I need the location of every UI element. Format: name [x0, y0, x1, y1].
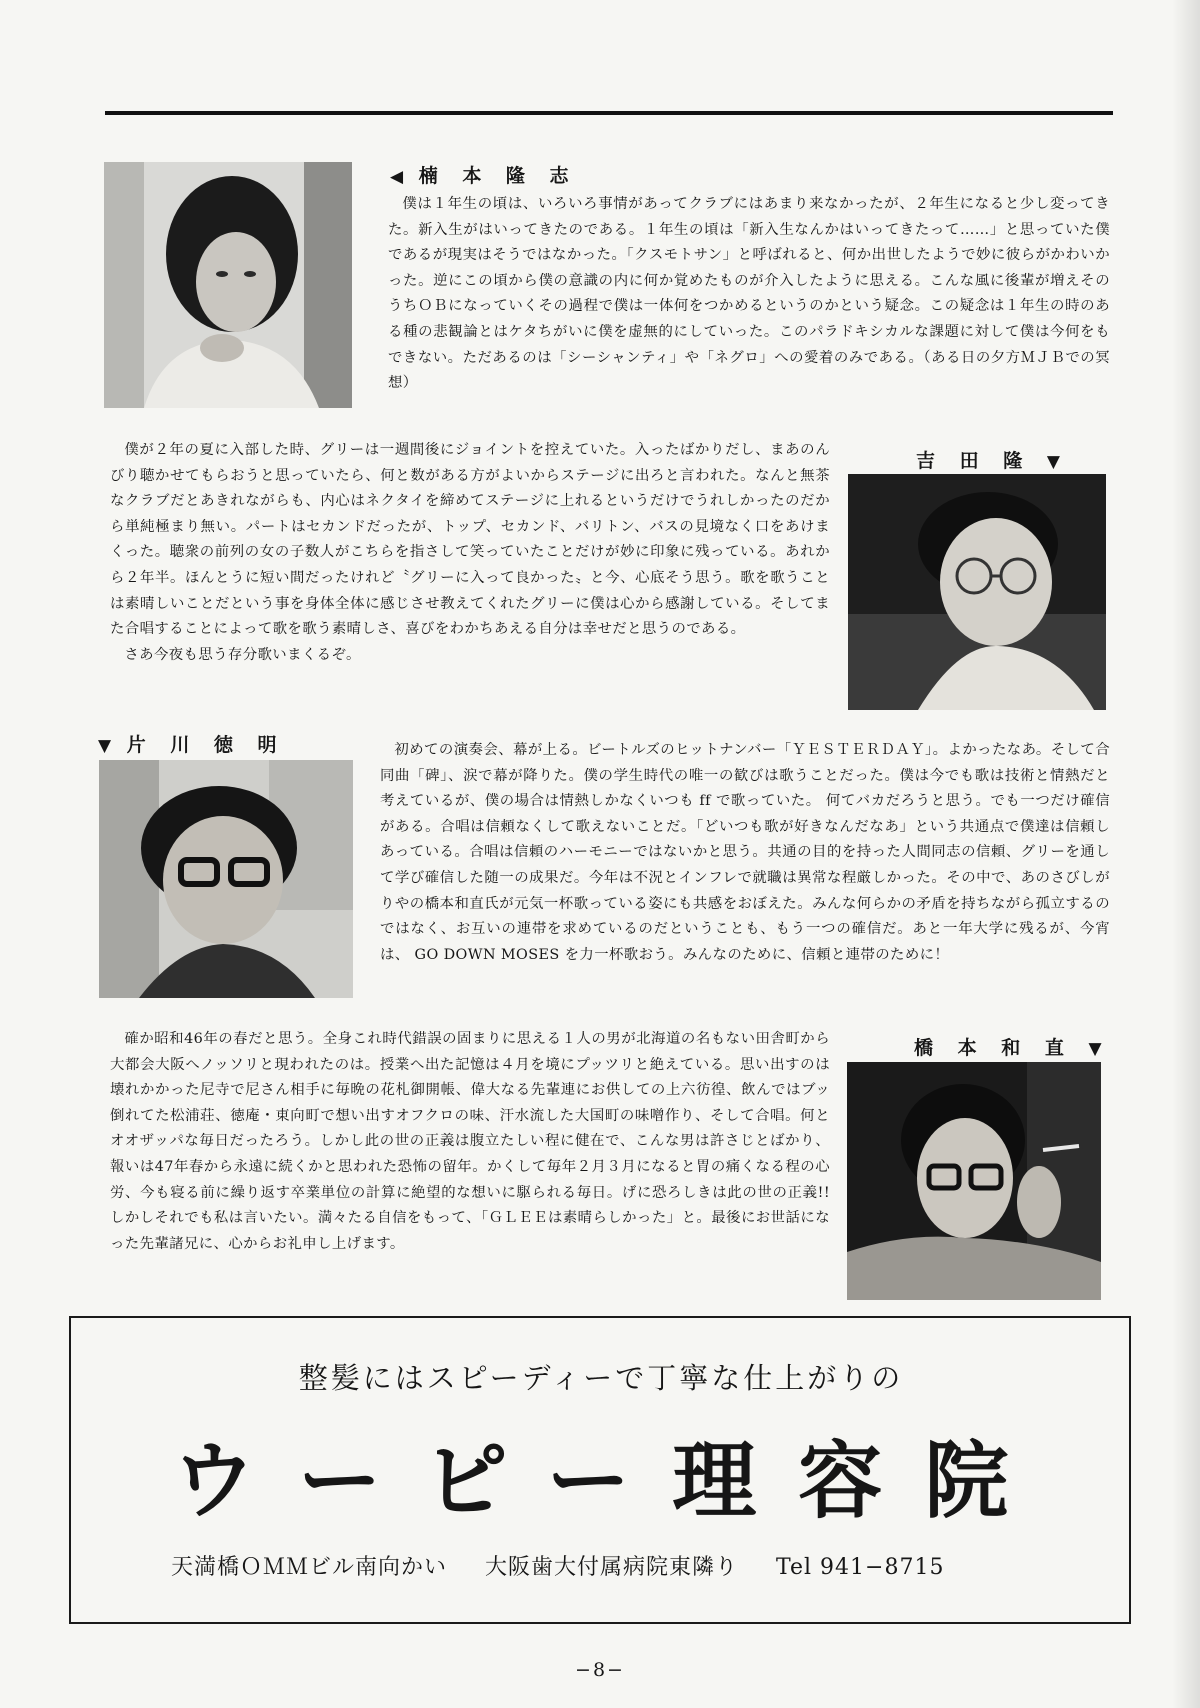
ad-landmark: 大阪歯大付属病院東隣り	[485, 1555, 739, 1580]
ad-location: 天満橋ＯＭＭビル南向かい	[171, 1555, 448, 1580]
down-triangle-icon: ▼	[1046, 452, 1060, 472]
essay-paragraph: さあ今夜も思う存分歌いまくるぞ。	[124, 646, 361, 663]
essay-paragraph: 初めての演奏会、幕が上る。ビートルズのヒットナンバー「ＹＥＳＴＥＲＤＡＹ」。よかったなあ。そして合同曲「碑」、涙で幕が降りた。僕の学生時代の唯一の歓びは歌うことだった。僕は今でも歌は技術と情熱だと考えているが、僕の場合は情熱しかなくいつも ff で歌っていた。 何てバカだろうと思う。でも一つだけ確信がある。合唱は信頼なくして歌えないことだ。「どいつも歌が好きなんだなあ」という共通点で僕達は信頼しあっている。合唱は信頼のハーモニーではないかと思う。共通の目的を持った人間同志の信頼、グリーを通して学び確信した随一の成果だ。今年は不況とインフレで就職は異常な程厳しかった。その中で、あのさびしがりやの橋本和直氏が元気一杯歌っている姿にも共感をおぼえた。みんな何らかの矛盾を持ちながら孤立するのではなく、お互いの連帯を求めているのだということも、もう一つの確信だ。あと一年大学に残るが、今宵は、 GO DOWN MOSES を力一杯歌おう。みんなのために、信頼と連帯のために！	[380, 742, 1110, 963]
author-name-text: 楠 本 隆 志	[418, 165, 578, 187]
essay-kusumoto	[388, 192, 1110, 397]
portrait-katagawa	[99, 760, 353, 998]
essay-yoshida	[110, 438, 830, 668]
essay-paragraph: 確か昭和46年の春だと思う。全身これ時代錯誤の固まりに思える１人の男が北海道の名もない田舎町から大都会大阪へノッソリと現われたのは。授業へ出た記憶は４月を境にプッツリと絶えている。思い出すのは壊れかかった尼寺で尼さん相手に毎晩の花札御開帳、偉大なる先輩連にお供しての上六彷徨、飲んではブッ倒れてた松浦荘、徳庵・東向町で想い出すオフクロの味、汗水流した大国町の味噌作り、そして合唱。何とオオザッパな毎日だったろう。しかし此の世の正義は腹立たしい程に健在で、こんな男は許さじとばかり、報いは47年春から永遠に続くかと思われた恐怖の留年。かくして毎年２月３月になると胃の痛くなる程の心労、今も寝る前に繰り返す卒業単位の計算に絶望的な想いに駆られる毎日。げに恐ろしきは此の世の正義!! しかしそれでも私は言いたい。満々たる自信をもって、「ＧＬＥＥは素晴らしかった」と。最後にお世話になった先輩諸兄に、心からお礼申し上げます。	[110, 1031, 830, 1252]
down-triangle-icon: ▼	[1088, 1039, 1102, 1059]
portrait-hashimoto	[847, 1062, 1101, 1300]
ad-shop-name: ウーピー理容院	[171, 1432, 1051, 1530]
ad-address	[171, 1550, 1071, 1581]
portrait-yoshida	[848, 474, 1106, 710]
author-name-hashimoto	[914, 1033, 1102, 1060]
author-name-katagawa	[98, 730, 286, 757]
author-name-yoshida	[916, 446, 1060, 473]
advertisement	[69, 1316, 1131, 1624]
essay-paragraph: 僕は１年生の頃は、いろいろ事情があってクラブにはあまり来なかったが、２年生になると少し変ってきた。新入生がはいってきたのである。１年生の頃は「新入生なんかはいってきたって……」と思っていた僕であるが現実はそうではなかった。「クスモトサン」と呼ばれると、何か出世したようで妙に彼らがかわいかった。逆にこの頃から僕の意識の内に何か覚めたものが介入したように思える。こんな風に後輩が増えそのうちＯＢになっていくその過程で僕は一体何をつかめるというのかという疑念。この疑念は１年生の時のある種の悲観論とはケタちがいに僕を虚無的にしていった。このパラドキシカルな課題に対して僕は今何をもできない。ただあるのは「シーシャンティ」や「ネグロ」への愛着のみである。（ある日の夕方ＭＪＢでの冥想）	[388, 196, 1110, 392]
down-triangle-icon: ▼	[98, 736, 112, 756]
portrait-kusumoto	[104, 162, 352, 408]
author-name-text: 吉 田 隆	[916, 450, 1032, 472]
author-name-text: 片 川 徳 明	[126, 734, 286, 756]
author-name-kusumoto	[390, 161, 578, 188]
page-edge-shadow	[1172, 0, 1200, 1708]
author-name-text: 橋 本 和 直	[914, 1037, 1073, 1059]
essay-paragraph: 僕が２年の夏に入部した時、グリーは一週間後にジョイントを控えていた。入ったばかりだし、まあのんびり聴かせてもらおうと思っていたら、何と数がある方がよいからステージに出ろと言われた。なんと無茶なクラブだとあきれながらも、内心はネクタイを締めてステージに上れるというだけでうれしかったのだから単純極まり無い。パートはセカンドだったが、トップ、セカンド、バリトン、バスの見境なく口をあけまくった。聴衆の前列の女の子数人がこちらを指さして笑っていたことだけが妙に印象に残っている。あれから２年半。ほんとうに短い間だったけれど〝グリーに入って良かった〟と今、心底そう思う。歌を歌うことは素晴しいことだという事を身体全体に感じさせ教えてくれたグリーに僕は心から感謝している。そしてまた合唱することによって歌を歌う素晴しさ、喜びをわかちあえる自分は幸せだと思うのである。	[110, 442, 830, 638]
left-triangle-icon: ◀	[390, 167, 404, 187]
essay-hashimoto	[110, 1027, 830, 1257]
top-rule	[105, 111, 1113, 115]
ad-tagline: 整髪にはスピーディーで丁寧な仕上がりの	[298, 1361, 904, 1395]
page-number: −8−	[575, 1659, 625, 1681]
essay-katagawa	[380, 738, 1110, 968]
ad-phone: Tel 941−8715	[776, 1555, 945, 1580]
